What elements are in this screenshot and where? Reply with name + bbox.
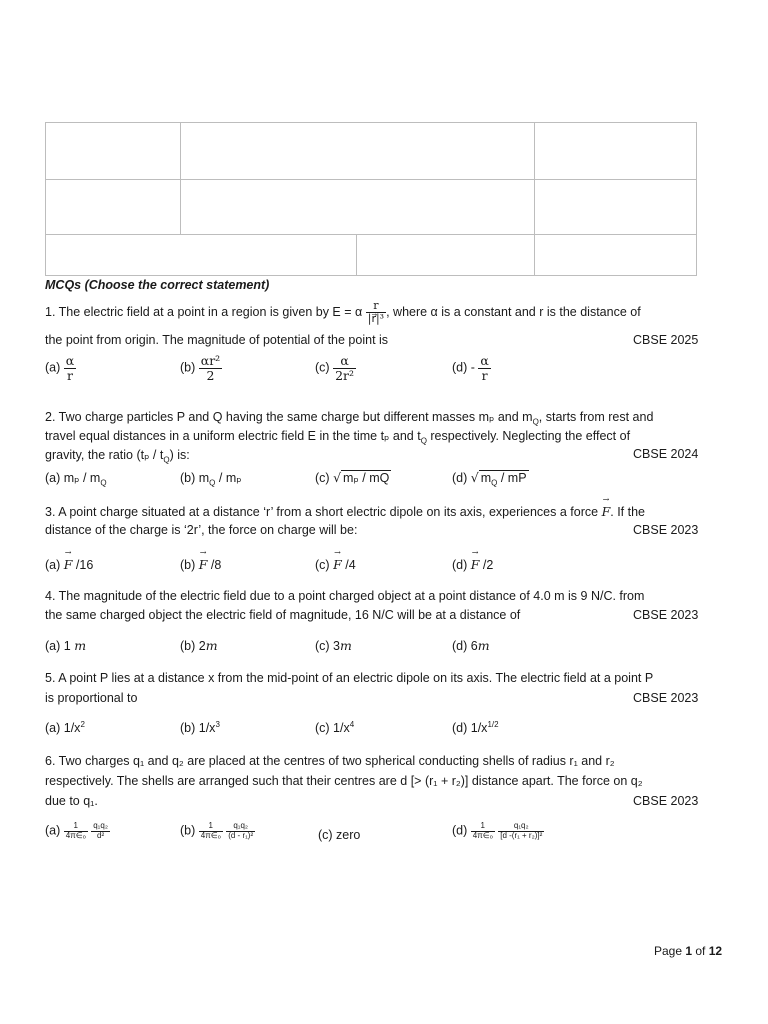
frac-den: 4π∈ₒ	[472, 830, 493, 840]
question-1-source: CBSE 2025	[633, 333, 699, 347]
frac-num: 1	[471, 822, 495, 832]
frac-den: d²	[97, 830, 105, 840]
option-label: (b)	[180, 823, 196, 838]
text: /16	[72, 558, 94, 572]
frac-num: q₁q₂	[226, 822, 255, 832]
text: . If the	[610, 505, 645, 519]
q5-option-d[interactable]	[452, 720, 499, 735]
option-fraction	[64, 354, 76, 383]
frac-num: q₁q₂	[93, 821, 108, 830]
question-3-line2: distance of the charge is ‘2r’, the force on charge will be:	[45, 523, 358, 537]
frac-num: α	[333, 354, 356, 369]
option-label: (c)	[315, 471, 330, 485]
option-label: (d) 1/x	[452, 721, 488, 736]
sup: 4	[349, 720, 355, 729]
q1-option-d[interactable]	[452, 354, 491, 383]
page-total: 12	[708, 944, 723, 958]
coulomb-constant	[64, 822, 88, 841]
header-divider	[356, 234, 357, 276]
sqrt-body	[479, 470, 529, 488]
question-4-source: CBSE 2023	[633, 608, 699, 622]
frac-den: 2	[206, 367, 215, 383]
q6-option-d[interactable]	[452, 822, 544, 841]
q1-option-c[interactable]	[315, 354, 356, 383]
q5-option-a[interactable]	[45, 720, 85, 735]
page-mid: of	[692, 944, 709, 958]
text: gravity, the ratio (tₚ / t	[45, 448, 164, 462]
header-divider	[180, 122, 181, 235]
question-3-source: CBSE 2023	[633, 523, 699, 537]
frac-num: αr²	[200, 353, 221, 368]
option-label: (b)	[180, 558, 196, 572]
option-label: (d) -	[452, 360, 475, 375]
frac-den: [d -(r₁ + r₂)]²	[500, 830, 543, 840]
option-fraction	[199, 354, 222, 383]
frac-num: q₁q₂	[498, 822, 544, 832]
text: m	[480, 471, 492, 485]
page-number	[654, 944, 722, 958]
vector-f: → F	[602, 504, 611, 519]
question-5-source: CBSE 2023	[633, 691, 699, 705]
q2-option-d[interactable]	[452, 470, 529, 488]
header-divider	[45, 179, 697, 180]
option-fraction	[333, 354, 356, 383]
text: respectively. Neglecting the effect of	[426, 429, 631, 443]
option-label: (d)	[452, 558, 468, 572]
question-2-source: CBSE 2024	[633, 447, 699, 461]
option-label: (d) 6	[452, 639, 478, 653]
question-5-line1: 5. A point P lies at a distance x from the mid-point of an electric dipole on its axis. The electric field at a point P	[45, 671, 654, 685]
question-4-line2: the same charged object the electric field of magnitude, 16 N/C will be at a distance of	[45, 608, 521, 622]
frac-den: r	[67, 367, 73, 383]
option-label: (a)	[45, 823, 61, 838]
q3-option-a[interactable]	[45, 557, 93, 572]
text: travel equal distances in a uniform electric field E in the time tₚ and t	[45, 429, 421, 443]
sub: Q	[420, 436, 427, 446]
text: 2. Two charge particles P and Q having the same charge but different masses mₚ and m	[45, 410, 533, 424]
text: ) is:	[169, 448, 190, 462]
page-prefix: Page	[654, 944, 686, 958]
text: /2	[479, 558, 494, 572]
text: / mP	[497, 471, 527, 485]
frac-den: (d - r₁)²	[228, 830, 254, 840]
header-divider	[45, 234, 697, 235]
option-label: (c) zero	[318, 828, 361, 842]
frac-den: 2r²	[335, 367, 355, 383]
text: / mₚ	[218, 471, 242, 485]
sub: Q	[100, 478, 107, 488]
q2-option-b[interactable]	[180, 470, 242, 488]
option-label: (c) 3	[315, 639, 340, 653]
frac-num: α	[65, 353, 75, 368]
option-label: (b) 1/x	[180, 721, 216, 736]
option-label: (c)	[315, 360, 330, 375]
vector-f: → F	[471, 557, 480, 572]
unit: m	[205, 638, 218, 653]
text: , starts from rest and	[538, 410, 654, 424]
vector-f: → F	[199, 557, 208, 572]
option-label: (a) 1/x	[45, 721, 81, 736]
q1-text-after: , where α is a constant and r is the distance of	[386, 304, 641, 319]
q4-option-b[interactable]	[180, 638, 218, 653]
text: 3. A point charge situated at a distance ‘r’ from a short electric dipole on its axis, experiences a force	[45, 505, 599, 519]
question-6-line3: due to q₁.	[45, 794, 98, 808]
question-6-source: CBSE 2023	[633, 794, 699, 808]
q6-option-b[interactable]	[180, 822, 255, 841]
vector-f: → F	[64, 557, 73, 572]
q1-option-a[interactable]	[45, 354, 76, 383]
q2-option-a[interactable]	[45, 470, 107, 488]
question-5-line2: is proportional to	[45, 691, 138, 705]
q3-option-d[interactable]	[452, 557, 493, 572]
section-title: MCQs (Choose the correct statement)	[45, 278, 270, 292]
vector-f: → F	[333, 557, 342, 572]
question-2-line2	[45, 428, 630, 446]
q1-text-before: 1. The electric field at a point in a region is given by E = α	[45, 304, 363, 319]
q5-option-c[interactable]	[315, 720, 354, 735]
question-3-line1	[45, 504, 645, 519]
charge-ratio	[91, 822, 110, 841]
page-current: 1	[685, 944, 693, 958]
unit: m	[477, 638, 490, 653]
option-label: (b)	[180, 360, 196, 375]
sub: Q	[491, 478, 498, 488]
option-label: (a) mₚ / m	[45, 471, 101, 485]
option-label: (a) 1	[45, 639, 75, 653]
q3-option-c[interactable]	[315, 557, 356, 572]
question-2-line3	[45, 447, 190, 465]
option-label: (a)	[45, 558, 61, 572]
sqrt-icon: √	[333, 470, 342, 485]
option-label: (a)	[45, 360, 61, 375]
question-6-line1: 6. Two charges q₁ and q₂ are placed at the centres of two spherical conducting shells of radius r₁ and r₂	[45, 754, 615, 768]
q4-option-d[interactable]	[452, 638, 490, 653]
option-label: (b) 2	[180, 639, 206, 653]
q1-fraction	[366, 300, 386, 325]
sub: Q	[163, 455, 170, 465]
charge-ratio	[498, 822, 544, 841]
option-label: (d)	[452, 823, 468, 838]
unit: m	[340, 638, 352, 653]
q1-frac-den: |r⃗|³	[367, 312, 385, 326]
frac-den: r	[481, 367, 488, 383]
q6-option-c[interactable]	[318, 828, 360, 842]
sub: Q	[532, 417, 539, 427]
question-1-text	[45, 300, 641, 325]
frac-num: 1	[199, 822, 223, 832]
coulomb-constant	[199, 822, 223, 841]
q2-option-c[interactable]	[315, 470, 391, 485]
frac-num: α	[480, 353, 489, 368]
sqrt-body: mₚ / mQ	[343, 471, 390, 485]
coulomb-constant	[471, 822, 495, 841]
frac-den: 4π∈ₒ	[200, 830, 221, 840]
q4-option-a[interactable]	[45, 638, 86, 653]
option-fraction	[478, 354, 490, 383]
q4-option-c[interactable]	[315, 638, 352, 653]
q1-frac-num: r	[366, 300, 386, 313]
unit: m	[74, 638, 87, 653]
frac-den: 4π∈ₒ	[65, 830, 86, 840]
question-1-line2: the point from origin. The magnitude of potential of the point is	[45, 333, 389, 347]
question-2-line1	[45, 409, 653, 427]
question-6-line2: respectively. The shells are arranged such that their centres are d [> (r₁ + r₂)] distance apart. The force on q₂	[45, 774, 643, 788]
question-4-line1: 4. The magnitude of the electric field due to a point charged object at a point distance of 4.0 m is 9 N/C. from	[45, 589, 645, 603]
sup: 3	[215, 720, 220, 729]
text: /4	[341, 558, 356, 572]
sup: 1/2	[487, 720, 499, 729]
option-label: (b) m	[180, 471, 210, 485]
option-label: (d)	[452, 471, 468, 485]
sub: Q	[209, 478, 216, 488]
frac-num: 1	[64, 822, 88, 832]
sup: 2	[80, 720, 85, 729]
header-table-frame	[45, 122, 697, 276]
header-divider	[534, 122, 535, 276]
option-label: (c)	[315, 558, 330, 572]
q3-option-b[interactable]	[180, 557, 221, 572]
sqrt-icon: √	[470, 470, 479, 485]
q6-option-a[interactable]	[45, 822, 110, 841]
q1-option-b[interactable]	[180, 354, 222, 383]
charge-ratio	[226, 822, 255, 841]
q5-option-b[interactable]	[180, 720, 220, 735]
option-label: (c) 1/x	[315, 721, 350, 736]
text: /8	[207, 558, 222, 572]
